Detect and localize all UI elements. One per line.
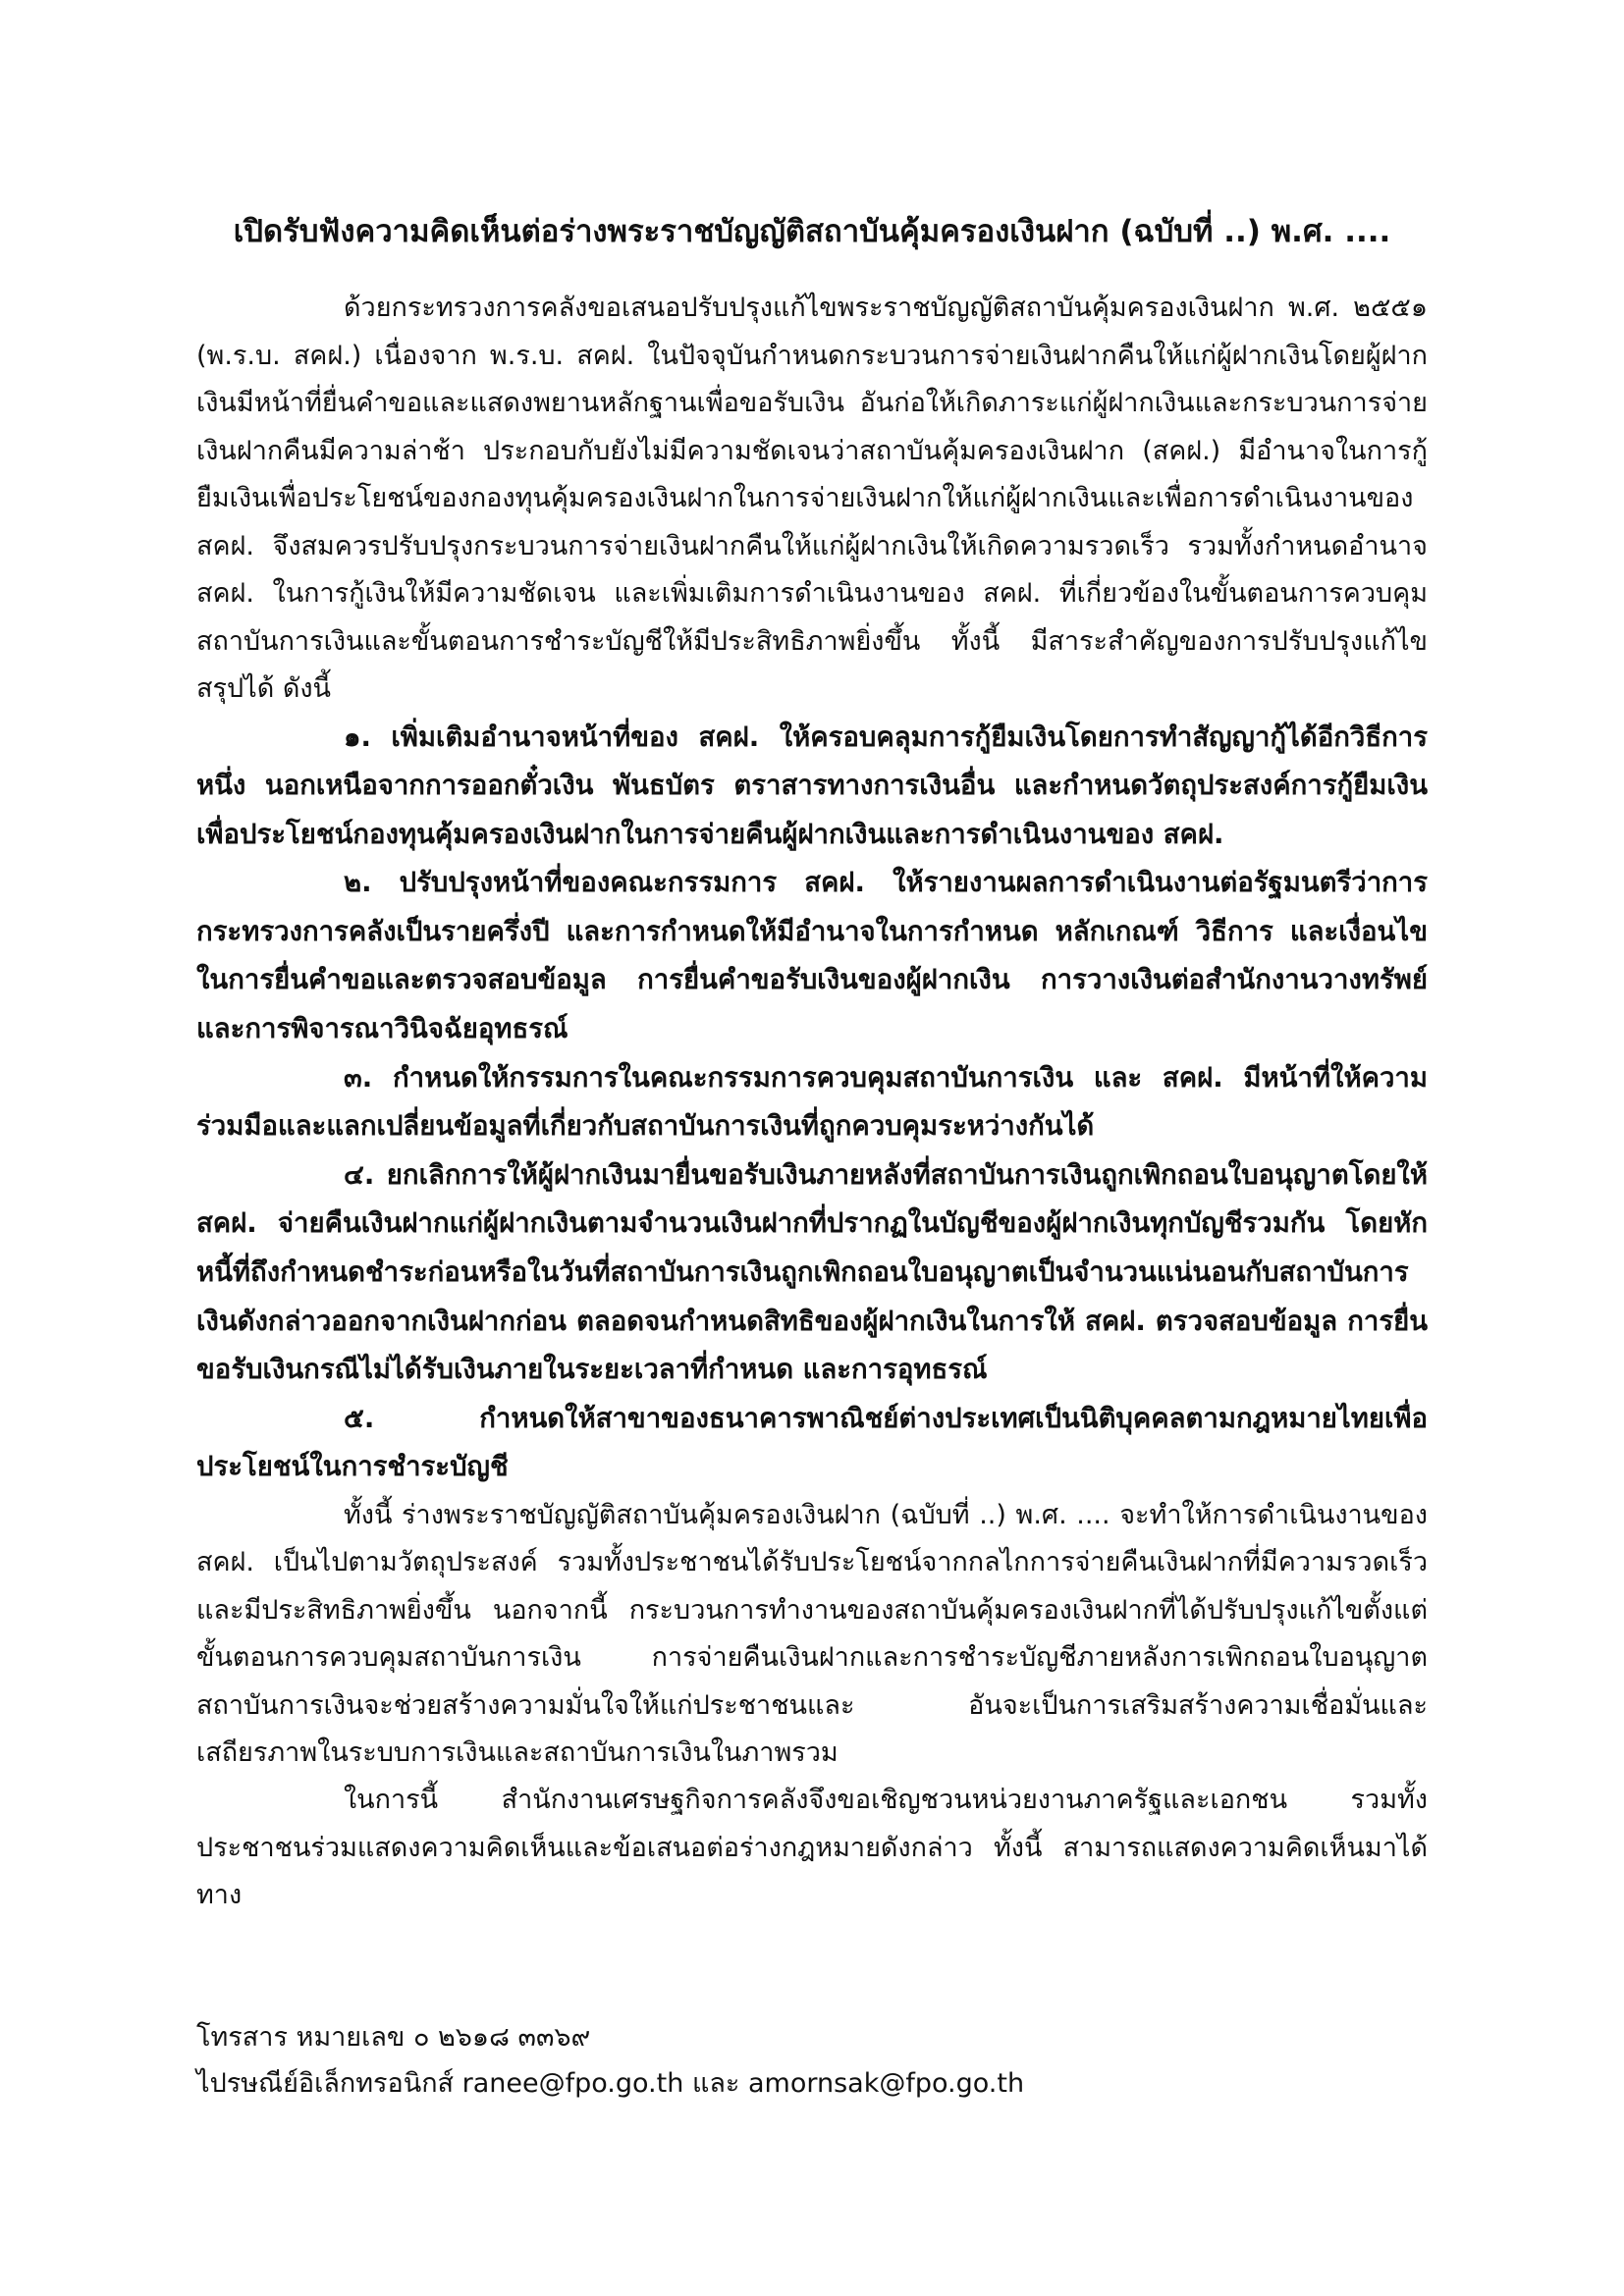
email-link-2[interactable]: amornsak@fpo.go.th bbox=[747, 2068, 1025, 2099]
paragraph-point-2: ๒. ปรับปรุงหน้าที่ของคณะกรรมการ สคฝ. ให้รายงานผลการดำเนินงานต่อรัฐมนตรีว่าการกระทรวงการคลังเป็นรายครึ่งปี และการกำหนดให้มีอำนาจในการกำหนด หลักเกณฑ์ วิธีการ และเงื่อนไขในการยื่นคำขอและตรวจสอบข้อมูล การยื่นคำขอรับเงินของผู้ฝากเงิน การวางเงินต่อสำนักงานวางทรัพย์และการพิจารณาวินิจฉัยอุทธรณ์ bbox=[196, 867, 1428, 1045]
email-link-1[interactable]: ranee@fpo.go.th bbox=[461, 2068, 684, 2099]
paragraph-point-4: ๔. ยกเลิกการให้ผู้ฝากเงินมายื่นขอรับเงินภายหลังที่สถาบันการเงินถูกเพิกถอนใบอนุญาตโดยให้ สคฝ. จ่ายคืนเงินฝากแก่ผู้ฝากเงินตามจำนวนเงินฝากที่ปรากฏในบัญชีของผู้ฝากเงินทุกบัญชีรวมกัน โดยหักหนี้ที่ถึงกำหนดชำระก่อนหรือในวันที่สถาบันการเงินถูกเพิกถอนใบอนุญาตเป็นจำนวนแน่นอนกับสถาบันการเงินดังกล่าวออกจากเงินฝากก่อน ตลอดจนกำหนดสิทธิของผู้ฝากเงินในการให้ สคฝ. ตรวจสอบข้อมูล การยื่นขอรับเงินกรณีไม่ได้รับเงินภายในระยะเวลาที่กำหนด และการอุทธรณ์ bbox=[196, 1158, 1428, 1386]
paragraph-intro: ด้วยกระทรวงการคลังขอเสนอปรับปรุงแก้ไขพระราชบัญญัติสถาบันคุ้มครองเงินฝาก พ.ศ. ๒๕๕๑ (พ.ร.บ. สคฝ.) เนื่องจาก พ.ร.บ. สคฝ. ในปัจจุบันกำหนดกระบวนการจ่ายเงินฝากคืนให้แก่ผู้ฝากเงินโดยผู้ฝากเงินมีหน้าที่ยื่นคำขอและแสดงพยานหลักฐานเพื่อขอรับเงิน อันก่อให้เกิดภาระแก่ผู้ฝากเงินและกระบวนการจ่ายเงินฝากคืนมีความล่าช้า ประกอบกับยังไม่มีความชัดเจนว่าสถาบันคุ้มครองเงินฝาก (สคฝ.) มีอำนาจในการกู้ยืมเงินเพื่อประโยชน์ของกองทุนคุ้มครองเงินฝากในการจ่ายเงินฝากให้แก่ผู้ฝากเงินและเพื่อการดำเนินงานของ สคฝ. จึงสมควรปรับปรุงกระบวนการจ่ายเงินฝากคืนให้แก่ผู้ฝากเงินให้เกิดความรวดเร็ว รวมทั้งกำหนดอำนาจ สคฝ. ในการกู้เงินให้มีความชัดเจน และเพิ่มเติมการดำเนินงานของ สคฝ. ที่เกี่ยวข้องในขั้นตอนการควบคุมสถาบันการเงินและขั้นตอนการชำระบัญชีให้มีประสิทธิภาพยิ่งขึ้น ทั้งนี้ มีสาระสำคัญของการปรับปรุงแก้ไข สรุปได้ ดังนี้ bbox=[196, 293, 1428, 704]
email-joiner: และ bbox=[691, 2068, 740, 2099]
fax-label: โทรสาร หมายเลข bbox=[196, 2022, 406, 2053]
paragraph-point-5: ๕. กำหนดให้สาขาของธนาคารพาณิชย์ต่างประเทศเป็นนิติบุคคลตามกฎหมายไทยเพื่อประโยชน์ในการชำระบัญชี bbox=[196, 1402, 1428, 1483]
email-label: ไปรษณีย์อิเล็กทรอนิกส์ bbox=[196, 2068, 455, 2099]
paragraph-point-3: ๓. กำหนดให้กรรมการในคณะกรรมการควบคุมสถาบันการเงิน และ สคฝ. มีหน้าที่ให้ความร่วมมือและแลกเปลี่ยนข้อมูลที่เกี่ยวกับสถาบันการเงินที่ถูกควบคุมระหว่างกันได้ bbox=[196, 1061, 1428, 1143]
paragraph-point-1: ๑. เพิ่มเติมอำนาจหน้าที่ของ สคฝ. ให้ครอบคลุมการกู้ยืมเงินโดยการทำสัญญากู้ได้อีกวิธีการหนึ่ง นอกเหนือจากการออกตั๋วเงิน พันธบัตร ตราสารทางการเงินอื่น และกำหนดวัตถุประสงค์การกู้ยืมเงินเพื่อประโยชน์กองทุนคุ้มครองเงินฝากในการจ่ายคืนผู้ฝากเงินและการดำเนินงานของ สคฝ. bbox=[196, 721, 1428, 850]
fax-line bbox=[196, 2014, 1428, 2060]
document-body bbox=[196, 285, 1428, 1920]
fax-number: ๐ ๒๖๑๘ ๓๓๖๙ bbox=[412, 2022, 591, 2053]
contact-block bbox=[196, 2014, 1428, 2107]
document-title: เปิดรับฟังความคิดเห็นต่อร่างพระราชบัญญัติสถาบันคุ้มครองเงินฝาก (ฉบับที่ ..) พ.ศ. .... bbox=[233, 214, 1391, 249]
paragraph-summary: ทั้งนี้ ร่างพระราชบัญญัติสถาบันคุ้มครองเงินฝาก (ฉบับที่ ..) พ.ศ. .... จะทำให้การดำเนินงานของ สคฝ. เป็นไปตามวัตถุประสงค์ รวมทั้งประชาชนได้รับประโยชน์จากกลไกการจ่ายคืนเงินฝากที่มีความรวดเร็วและมีประสิทธิภาพยิ่งขึ้น นอกจากนี้ กระบวนการทำงานของสถาบันคุ้มครองเงินฝากที่ได้ปรับปรุงแก้ไขตั้งแต่ขั้นตอนการควบคุมสถาบันการเงิน การจ่ายคืนเงินฝากและการชำระบัญชีภายหลังการเพิกถอนใบอนุญาตสถาบันการเงินจะช่วยสร้างความมั่นใจให้แก่ประชาชนและ อันจะเป็นการเสริมสร้างความเชื่อมั่นและเสถียรภาพในระบบการเงินและสถาบันการเงินในภาพรวม bbox=[196, 1500, 1428, 1769]
paragraph-invitation: ในการนี้ สำนักงานเศรษฐกิจการคลังจึงขอเชิญชวนหน่วยงานภาครัฐและเอกชน รวมทั้งประชาชนร่วมแสดงความคิดเห็นและข้อเสนอต่อร่างกฎหมายดังกล่าว ทั้งนี้ สามารถแสดงความคิดเห็นมาได้ทาง bbox=[196, 1785, 1428, 1911]
email-line bbox=[196, 2060, 1428, 2107]
